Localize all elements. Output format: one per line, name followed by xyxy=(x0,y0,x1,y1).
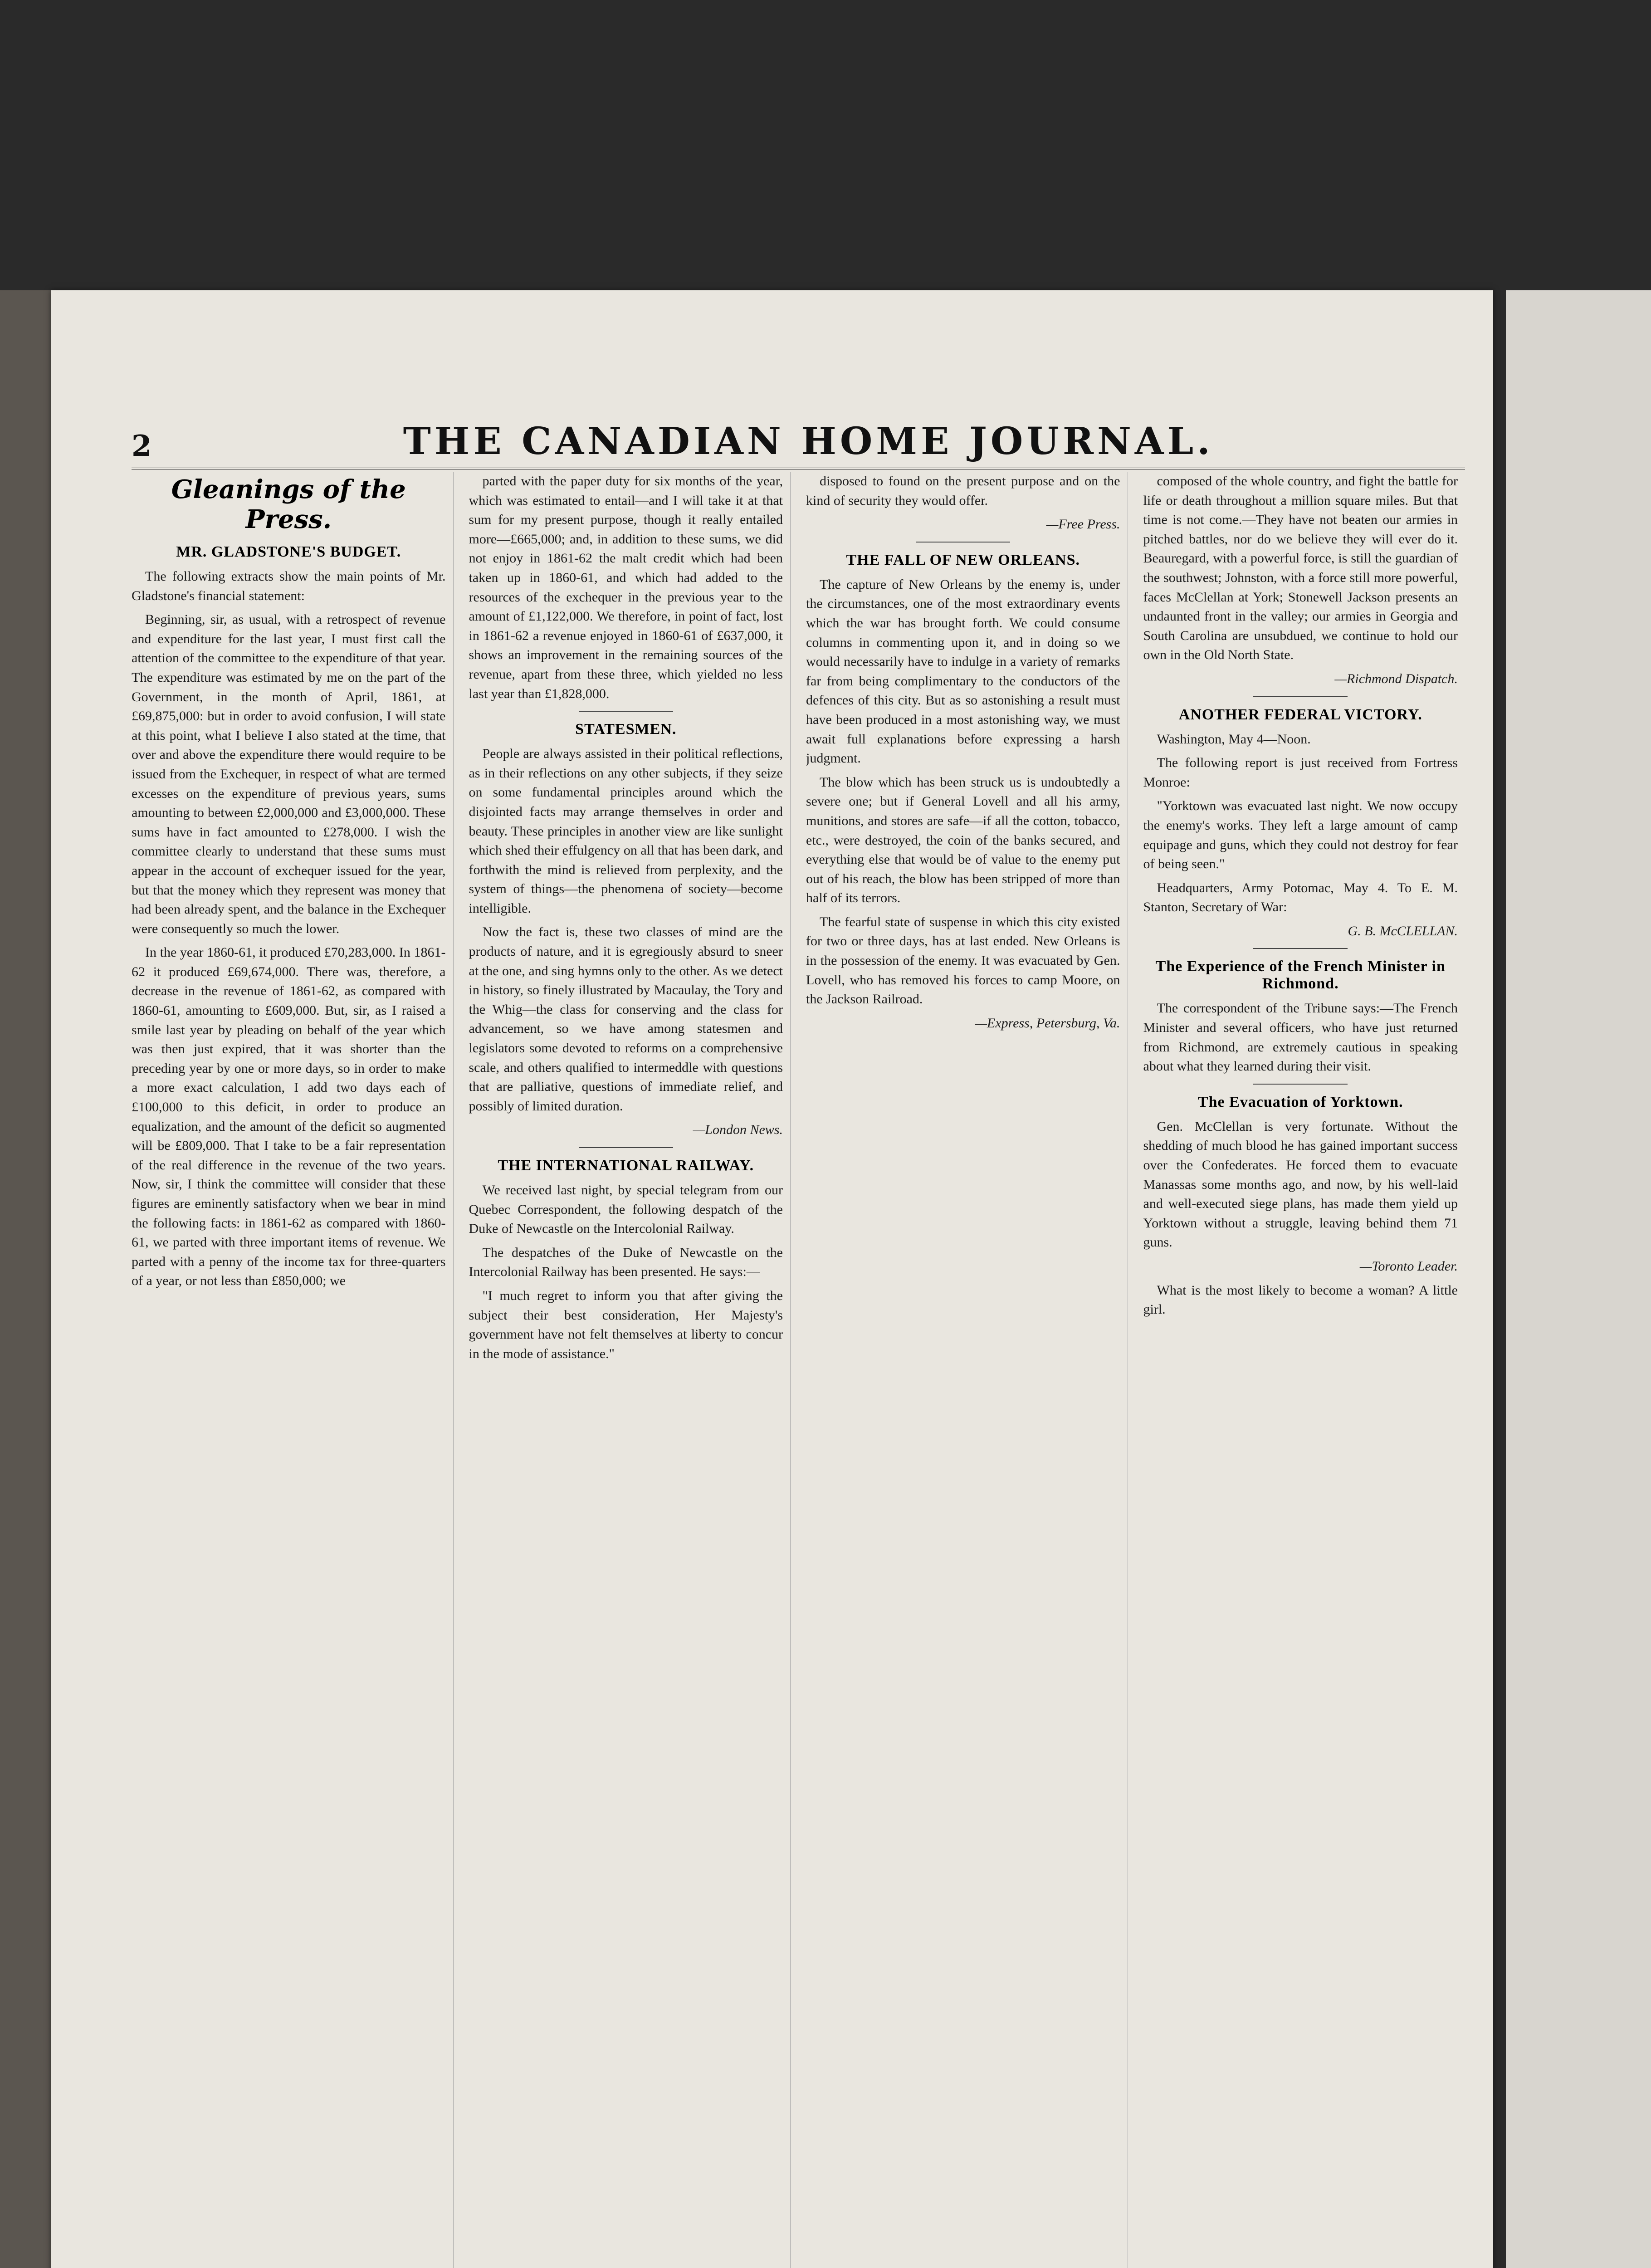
paragraph: The blow which has been struck us is undoubtedly a severe one; but if General Lovell and all his army, munitions, and stores are safe—if all the cotton, tobacco, etc., were destroyed, the coin of the banks secured, and everything else that would be of value to the enemy put out of his reach, the blow has been stripped of more than half of its terrors. xyxy=(806,774,1120,906)
article-title-yorktown: The Evacuation of Yorktown. xyxy=(1197,1093,1403,1110)
column-2 xyxy=(469,472,791,2268)
paragraph: "Yorktown was evacuated last night. We now occupy the enemy's works. They left a large amount of camp equipage and guns, which they could not destroy for fear of being seen." xyxy=(1143,798,1458,872)
page-header xyxy=(132,420,1465,469)
paragraph: The despatches of the Duke of Newcastle on the Intercolonial Railway has been presented. He says:— xyxy=(469,1245,783,1280)
byline: —London News. xyxy=(693,1122,783,1138)
byline: —Express, Petersburg, Va. xyxy=(975,1015,1120,1031)
paragraph: The capture of New Orleans by the enemy is, under the circumstances, one of the most extraordinary events which the war has brought forth. We could consume columns in commenting upon it, and in doing so we would necessarily have to indulge in a variety of remarks far from being complimentary to the conductors of the defences of this city. But as so astonishing a result must have been produced in a most astonishing way, we must await full explanations before expressing a harsh judgment. xyxy=(806,577,1120,766)
paragraph: Beginning, sir, as usual, with a retrospect of revenue and expenditure for the last year, I must first call the attention of the committee to the expenditure of that year. The expenditure was estimated by me on the part of the Government, in the month of April, 1861, at £69,875,000: but in order to avoid confusion, I will state at this point, what I believe I also stated at the time, that over and above the expenditure there would require to be issued from the Exchequer, in respect of what are termed excesses on the expenditure of previous years, sums amounting to between £2,000,000 and £3,000,000. These sums have in fact amounted to £278,000. I wish the committee clearly to understand that these sums must appear in the account of exchequer issued for the year, but that the money which they represent was money that had been already spent, and the balance in the Exchequer were consequently so much the lower. xyxy=(132,612,446,936)
paragraph: Now the fact is, these two classes of mind are the products of nature, and it is egregiously absurd to sneer at the one, and sing hymns only to the other. As we detect in history, so finely illustrated by Macaulay, the Tory and the Whig—the class for conserving and the class for advancement, so we have among statesmen and legislators some devoted to reforms on a comprehensive scale, and others qualified to intermeddle with questions that are palliative, questions of immediate relief, and possibly of limited duration. xyxy=(469,924,783,1114)
paragraph: The following extracts show the main points of Mr. Gladstone's financial statement: xyxy=(132,569,446,603)
article-columns xyxy=(132,472,1465,2268)
paragraph: Washington, May 4—Noon. xyxy=(1157,731,1311,747)
paragraph: The following report is just received from Fortress Monroe: xyxy=(1143,755,1458,790)
paragraph: composed of the whole country, and fight the battle for life or death throughout a million square miles. But that time is not come.—They have not beaten our armies in pitched battles, nor do we believe they will ever do it. Beauregard, with a powerful force, is still the guardian of the southwest; Johnston, with a force still more powerful, faces McClellan at York; Stonewell Jackson presents an undaunted front in the valley; our armies in Georgia and South Carolina are unsubdued, we continue to hold our own in the Old North State. xyxy=(1143,474,1458,663)
divider xyxy=(1253,696,1348,697)
paragraph: We received last night, by special telegram from our Quebec Correspondent, the following despatch of the Duke of Newcastle on the Intercolonial Railway. xyxy=(469,1183,783,1237)
paragraph: In the year 1860-61, it produced £70,283,000. In 1861-62 it produced £69,674,000. There was, therefore, a decrease in the revenue of 1861-62, as compared with 1860-61, amounting to £609,000. But, sir, as I raised a smile last year by pleading on behalf of the year which was then just expired, that it was shorter than the preceding year by one or more days, so in order to make a more exact calculation, I add two days each of £100,000 to this deficit, in order to produce an equalization, and the amount of the deficit so augmented will be £809,000. That I take to be a fair representation of the real difference in the revenue of the two years. Now, sir, I think the committee will consider that these figures are eminently satisfactory when we bear in mind the following facts: in 1861-62 as compared with 1860-61, we parted with three important items of revenue. We parted with a penny of the income tax for three-quarters of a year, or not less than £850,000; we xyxy=(132,945,446,1289)
adjacent-page-right xyxy=(1506,290,1651,2268)
paragraph: People are always assisted in their political reflections, as in their reflections on any other subjects, if they seize on some fundamental principles around which the disjointed facts may arrange themselves in order and beauty. These principles in another view are like sunlight which shed their effulgency on all that has been dark, and forthwith the mind is relieved from perplexity, and the system of things—the phenomena of society—become intelligible. xyxy=(469,746,783,916)
article-title-statesmen: STATESMEN. xyxy=(575,721,677,738)
paragraph: Gen. McClellan is very fortunate. Without the shedding of much blood he has gained important success over the Confederates. He forced them to evacuate Manassas some months ago, and now, by his well-laid and well-executed siege plans, has made them yield up Yorktown without a struggle, leaving behind them 71 guns. xyxy=(1143,1119,1458,1250)
page-number: 2 xyxy=(132,429,152,463)
adjacent-page-left xyxy=(0,290,51,2268)
journal-title: THE CANADIAN HOME JOURNAL. xyxy=(403,420,1214,463)
divider xyxy=(1253,1084,1348,1085)
column-1 xyxy=(132,472,454,2268)
article-title-federal-victory: ANOTHER FEDERAL VICTORY. xyxy=(1178,706,1422,723)
byline: —Richmond Dispatch. xyxy=(1334,671,1458,686)
paragraph: parted with the paper duty for six months of the year, which was estimated to entail—and I will take it at that sum for my present purpose, though it really entailed more—£665,000; and, in addition to these sums, we did not enjoy in 1861-62 the malt credit which had been taken up in 1860-61, and which had added to the resources of the exchequer in the previous year to the amount of £1,122,000. We therefore, in point of fact, lost in 1861-62 a revenue enjoyed in 1860-61 of £637,000, it shows an improvement in the remaining sources of the revenue, apart from these three, which yielded no less last year than £1,828,000. xyxy=(469,474,783,701)
paragraph: disposed to found on the present purpose and on the kind of security they would offer. xyxy=(806,474,1120,508)
article-title-new-orleans: THE FALL OF NEW ORLEANS. xyxy=(846,551,1080,568)
divider xyxy=(916,542,1010,543)
paragraph: The correspondent of the Tribune says:—The French Minister and several officers, who have just returned from Richmond, are extremely cautious in speaking about what they learned during their visit. xyxy=(1143,1001,1458,1074)
article-title-railway: THE INTERNATIONAL RAILWAY. xyxy=(498,1157,754,1174)
section-title: Gleanings of the Press. xyxy=(171,474,406,534)
paragraph: "I much regret to inform you that after giving the subject their best consideration, Her Majesty's government have not felt themselves at liberty to concur in the mode of assistance." xyxy=(469,1288,783,1361)
divider xyxy=(579,711,673,712)
paragraph: Headquarters, Army Potomac, May 4. To E. M. Stanton, Secretary of War: xyxy=(1143,880,1458,915)
divider xyxy=(1253,948,1348,949)
article-title-budget: MR. GLADSTONE'S BUDGET. xyxy=(176,543,401,560)
article-title-french-minister: The Experience of the French Minister in Richmond. xyxy=(1155,958,1446,992)
column-4 xyxy=(1143,472,1465,2268)
paragraph: The fearful state of suspense in which this city existed for two or three days, has at last ended. New Orleans is in the possession of the enemy. It was evacuated by Gen. Lovell, who has removed his forces to camp Moore, on the Jackson Railroad. xyxy=(806,914,1120,1007)
paragraph: What is the most likely to become a woman? A little girl. xyxy=(1143,1282,1458,1317)
byline: —Free Press. xyxy=(1046,517,1120,532)
divider xyxy=(579,1147,673,1148)
column-3 xyxy=(806,472,1128,2268)
signature: G. B. McCLELLAN. xyxy=(1348,923,1458,938)
byline: —Toronto Leader. xyxy=(1359,1259,1458,1274)
